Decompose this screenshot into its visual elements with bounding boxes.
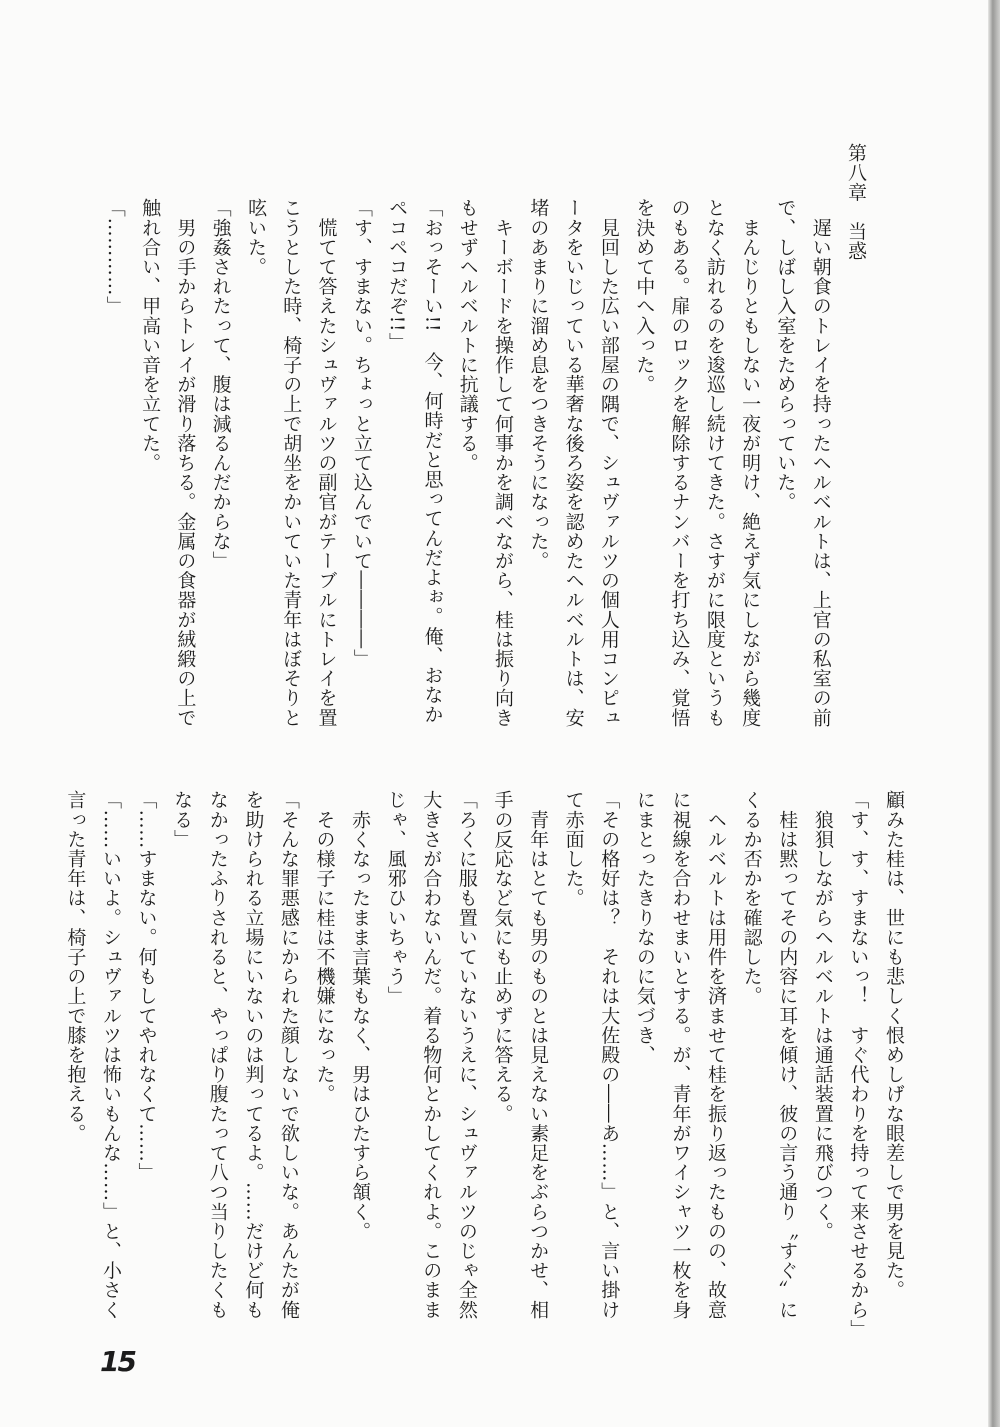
text-line: 「ろくに服も置いていないうえに、シュヴァルツのじゃ全然 xyxy=(455,790,478,1320)
text-line: 「……すまない。何もしてやれなくて……」 xyxy=(135,790,158,1182)
text-line: こうとした時、椅子の上で胡坐をかいていた青年はぼそりと xyxy=(280,198,303,728)
text-line: を決めて中へ入った。 xyxy=(633,198,656,394)
chapter-title: 第八章 当惑 xyxy=(845,143,867,261)
text-line: 呟いた。 xyxy=(244,198,267,277)
text-line: 顧みた桂は、世にも悲しく恨めしげな眼差しで男を見た。 xyxy=(883,790,905,1300)
text-line: ペコペコだぞ!!」 xyxy=(386,198,409,352)
upper-text-block xyxy=(96,198,873,727)
text-line: 青年はとても男のものとは見えない素足をぶらつかせ、相 xyxy=(527,790,550,1320)
text-line: 「す、す、すまないっ！ すぐ代わりを持って来させるから」 xyxy=(847,790,870,1339)
page-number: 15 xyxy=(100,1345,135,1378)
text-line: 「……いいよ。シュヴァルツは怖いもんな……」と、小さく xyxy=(99,790,122,1320)
text-line: くるか否かを確認した。 xyxy=(740,790,763,1006)
spacer xyxy=(838,198,873,727)
text-line: にまとったきりなのに気づき、 xyxy=(633,790,656,1065)
text-line: となく訪れるのを逡巡し続けてきた。さすがに限度というも xyxy=(703,198,726,728)
text-line: 手の反応など気にも止めずに答える。 xyxy=(491,790,514,1124)
text-line: 「す、すまない。ちょっと立て込んでいて――――」 xyxy=(350,198,373,669)
text-line: 「おっそーい!! 今、何時だと思ってんだよぉ。俺、おなか xyxy=(421,198,444,725)
text-line: に視線を合わせまいとする。が、青年がワイシャツ一枚を身 xyxy=(669,790,692,1320)
text-line: 慌てて答えたシュヴァルツの副官がテーブルにトレイを置 xyxy=(315,198,338,728)
text-line: じゃ、風邪ひいちゃう」 xyxy=(384,790,407,1006)
text-line: ヘルベルトは用件を済ませて桂を振り返ったものの、故意 xyxy=(705,790,728,1320)
text-line: その様子に桂は不機嫌になった。 xyxy=(313,790,336,1104)
text-line: 遅い朝食のトレイを持ったヘルベルトは、上官の私室の前 xyxy=(809,198,832,728)
text-line: キーボードを操作して何事かを調べながら、桂は振り向き xyxy=(492,198,515,728)
text-line: を助けられる立場にいないのは判ってるよ。……だけど何も xyxy=(242,790,265,1320)
text-line: なる」 xyxy=(171,790,194,849)
text-line: のもある。扉のロックを解除するナンバーを打ち込み、覚悟 xyxy=(668,198,691,728)
text-line: ータをいじっている華奢な後ろ姿を認めたヘルベルトは、安 xyxy=(562,198,585,728)
text-line: て赤面した。 xyxy=(562,790,585,908)
text-line: 見回した広い部屋の隅で、シュヴァルツの個人用コンピュ xyxy=(597,198,620,728)
scan-edge xyxy=(988,0,1000,1427)
text-line: 触れ合い、甲高い音を立てた。 xyxy=(139,198,162,473)
text-line: 「強姦されたって、腹は減るんだからな」 xyxy=(209,198,232,571)
text-line: なかったふりされると、やっぱり腹たって八つ当りしたくも xyxy=(206,790,229,1320)
text-line: 男の手からトレイが滑り落ちる。金属の食器が絨緞の上で xyxy=(174,198,197,728)
text-line: 堵のあまりに溜め息をつきそうになった。 xyxy=(527,198,550,571)
text-line: もせずヘルベルトに抗議する。 xyxy=(456,198,479,473)
lower-text-block xyxy=(57,790,911,1339)
text-line: で、しばし入室をためらっていた。 xyxy=(774,198,797,512)
text-line: 「その格好は？ それは大佐殿の――あ……」と、言い掛け xyxy=(598,790,621,1320)
text-line: 言った青年は、椅子の上で膝を抱える。 xyxy=(64,790,87,1143)
text-line: 「…………」 xyxy=(103,198,126,316)
text-line: 狼狽しながらヘルベルトは通話装置に飛びつく。 xyxy=(811,790,834,1241)
text-line: 大きさが合わないんだ。着る物何とかしてくれよ。このまま xyxy=(420,790,443,1320)
text-line: 赤くなったまま言葉もなく、男はひたすら頷く。 xyxy=(349,790,372,1241)
text-line: まんじりともしない一夜が明け、絶えず気にしながら幾度 xyxy=(739,198,762,728)
text-line: 桂は黙ってその内容に耳を傾け、彼の言う通り〝すぐ〟に xyxy=(776,790,799,1320)
text-line: 「そんな罪悪感にかられた顔しないで欲しいな。あんたが俺 xyxy=(277,790,300,1320)
